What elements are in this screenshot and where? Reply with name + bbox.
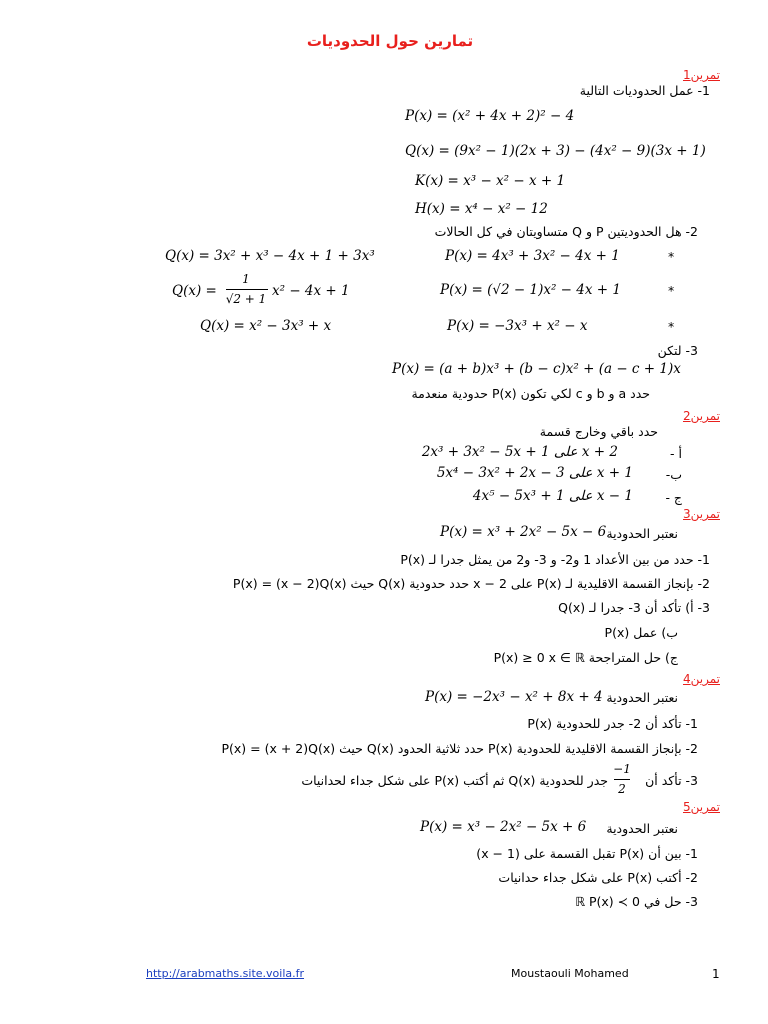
- footer-website-link[interactable]: http://arabmaths.site.voila.fr: [146, 967, 305, 980]
- ex1-pair1-q: Q(x) = 3x² + x³ − 4x + 1 + 3x³: [165, 248, 375, 264]
- ex2-label-b: ب-: [665, 467, 682, 482]
- ex1-question-3: 3- لتكن: [657, 343, 698, 358]
- exercise-3-heading: تمرين3: [682, 507, 720, 521]
- ex1-pair2-q-rest: x² − 4x + 1: [272, 283, 350, 299]
- bullet-star: *: [668, 319, 675, 334]
- exercise-2-heading: تمرين2: [682, 409, 720, 423]
- ex2-item-a: 2x³ + 3x² − 5x + 1 على x + 2: [421, 444, 618, 460]
- ex3-item-2: 2- بإنجاز القسمة الاقليدية لـ P(x) على x − 2 حدد حدودية Q(x) حيث P(x) = (x − 2)Q(x): [232, 576, 710, 591]
- ex3-item-3b: ب) عمل P(x): [604, 625, 678, 640]
- ex4-item-3-a: 3- تأكد أن: [645, 773, 698, 788]
- ex1-question-1: 1- عمل الحدوديات التالية: [579, 83, 710, 98]
- ex1-q3-text: حدد a و b و c لكي تكون P(x) حدودية منعدمة: [411, 386, 650, 401]
- ex3-intro-eq: P(x) = x³ + 2x² − 5x − 6: [440, 524, 607, 540]
- page-number: 1: [712, 967, 720, 981]
- ex5-intro-label: نعتبر الحدودية: [606, 821, 678, 836]
- ex4-fraction-numerator: −1: [613, 762, 631, 776]
- bullet-star: *: [668, 283, 675, 298]
- ex3-item-1: 1- حدد من بين الأعداد 1 و2- و 3- و2 من يمثل جدرا لـ P(x): [400, 552, 710, 567]
- ex1-eq-h: H(x) = x⁴ − x² − 12: [415, 201, 548, 217]
- ex5-intro-eq: P(x) = x³ − 2x² − 5x + 6: [420, 819, 587, 835]
- ex1-eq-q: Q(x) = (9x² − 1)(2x + 3) − (4x² − 9)(3x + 1): [405, 143, 706, 159]
- ex5-item-2: 2- أكتب P(x) على شكل جداء حدانيات: [498, 870, 698, 885]
- ex2-item-c: 4x⁵ − 5x³ + 1 على x − 1: [472, 488, 633, 504]
- ex1-pair3-p: P(x) = −3x³ + x² − x: [447, 318, 588, 334]
- ex1-q3-eq: P(x) = (a + b)x³ + (b − c)x² + (a − c + 1)x: [392, 361, 681, 377]
- ex3-item-3a: 3- أ) تأكد أن 3- جدرا لـ Q(x): [558, 600, 710, 615]
- ex1-eq-k: K(x) = x³ − x² − x + 1: [415, 173, 566, 189]
- fraction-bar: [226, 289, 268, 290]
- ex1-pair2-q-lhs: Q(x) =: [172, 283, 217, 299]
- ex2-intro: حدد باقي وخارج قسمة: [539, 424, 658, 439]
- ex2-label-a: أ -: [670, 446, 682, 461]
- ex3-item-3c: ج) حل المتراجحة P(x) ≥ 0 x ∈ ℝ: [493, 650, 678, 665]
- ex1-pair2-q-numerator: 1: [242, 272, 250, 286]
- ex4-item-1: 1- تأكد أن 2- جدر للحدودية P(x): [527, 716, 698, 731]
- exercise-5-heading: تمرين5: [682, 800, 720, 814]
- exercise-4-heading: تمرين4: [682, 672, 720, 686]
- ex1-pair2-p: P(x) = (√2 − 1)x² − 4x + 1: [440, 282, 621, 298]
- ex2-label-c: ج -: [665, 490, 682, 505]
- ex3-intro-label: نعتبر الحدودية: [606, 526, 678, 541]
- ex4-intro-label: نعتبر الحدودية: [606, 690, 678, 705]
- ex1-pair3-q: Q(x) = x² − 3x³ + x: [200, 318, 332, 334]
- page-title: تمارين حول الحدوديات: [306, 32, 474, 50]
- ex5-item-1: 1- بين أن P(x) تقبل القسمة على (x − 1): [476, 846, 698, 861]
- ex1-pair1-p: P(x) = 4x³ + 3x² − 4x + 1: [445, 248, 620, 264]
- bullet-star: *: [668, 249, 675, 264]
- ex5-item-3: 3- حل في ℝ P(x) ≺ 0: [575, 894, 698, 909]
- ex2-item-b: 5x⁴ − 3x² + 2x − 3 على x + 1: [436, 465, 633, 481]
- footer-author: Moustaouli Mohamed: [511, 967, 629, 980]
- ex4-fraction-denominator: 2: [618, 782, 626, 796]
- ex1-pair2-q-denominator: √2 + 1: [225, 292, 267, 306]
- ex4-item-3-b: جدر للحدودية Q(x) ثم أكتب P(x) على شكل جداء لحدانيات: [301, 773, 608, 788]
- ex4-intro-eq: P(x) = −2x³ − x² + 8x + 4: [425, 689, 603, 705]
- ex1-question-2: 2- هل الحدوديتين P و Q متساويتان في كل الحالات: [434, 224, 698, 239]
- fraction-bar: [614, 779, 630, 780]
- ex1-eq-p: P(x) = (x² + 4x + 2)² − 4: [405, 108, 575, 124]
- ex4-item-2: 2- بإنجاز القسمة الاقليدية للحدودية P(x) حدد ثلاثية الحدود Q(x) حيث P(x) = (x + 2)Q(x): [221, 741, 698, 756]
- exercise-1-heading: تمرين1: [682, 68, 720, 82]
